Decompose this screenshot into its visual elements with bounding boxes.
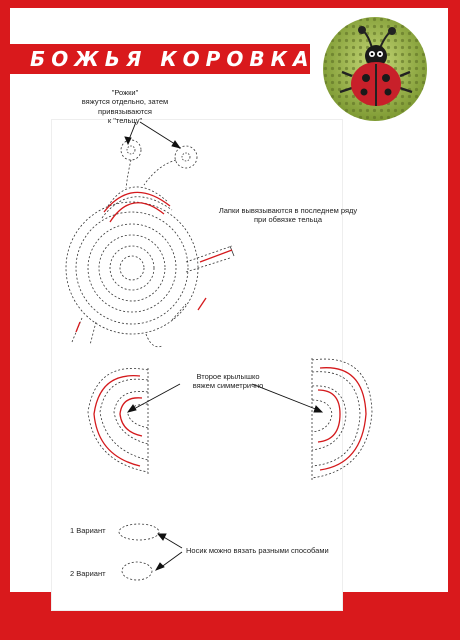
nose-note: Носик можно вязать разными способами [186, 546, 329, 555]
horns-note-line-1: "Рожки" [111, 88, 139, 97]
legs-note-line-2: при обвязке тельца [253, 215, 323, 225]
variant-2-label: 2 Вариант [70, 569, 106, 578]
horns-note-line-2: вяжутся отдельно, затем [81, 97, 169, 107]
legs-note [208, 206, 368, 225]
wing-note-line-1: Второе крылышко [196, 372, 260, 381]
variant-1-label: 1 Вариант [70, 526, 106, 535]
page-title: БОЖЬЯ КОРОВКА [30, 47, 315, 71]
horns-note [60, 88, 190, 126]
horns-note-line-3: привязываются [98, 106, 152, 116]
wing-note [178, 372, 278, 391]
legs-note-line-1: Лапки вывязываются в последнем ряду [218, 206, 358, 215]
horns-note-line-4: к "тельцу" [107, 116, 143, 126]
wing-note-line-2: вяжем симметрично [192, 381, 264, 391]
